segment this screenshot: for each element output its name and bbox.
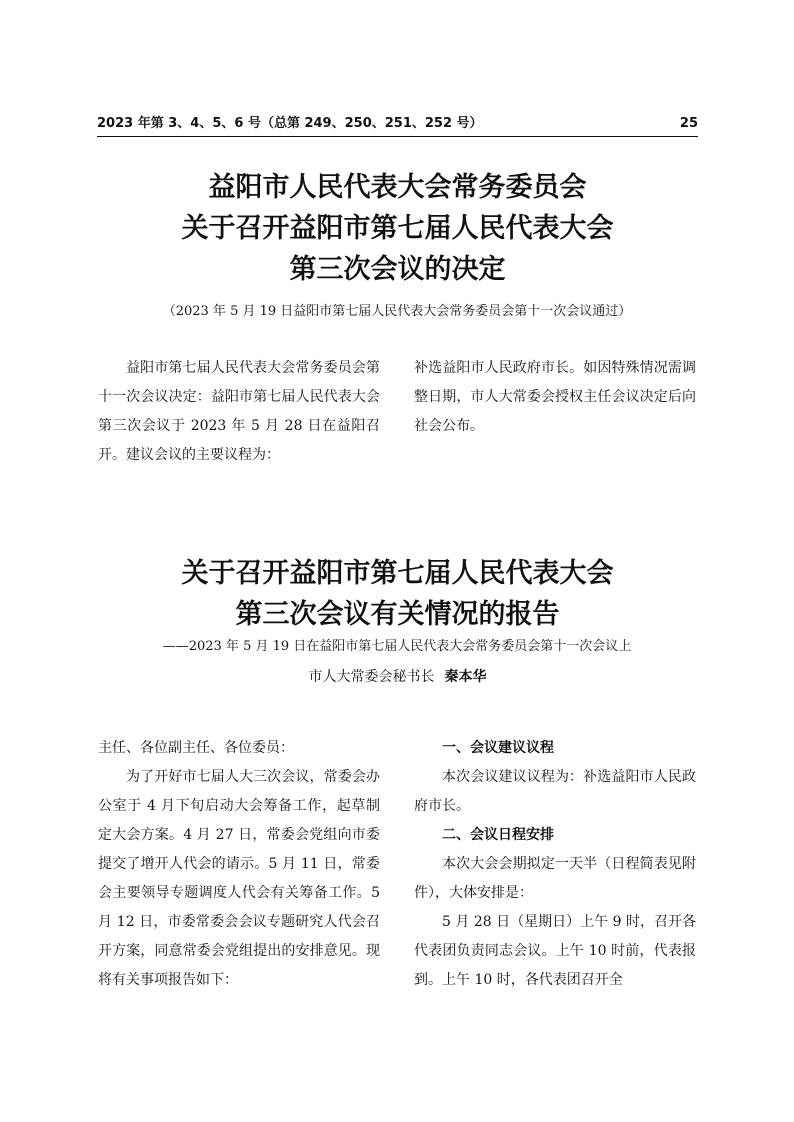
decision-body-left-column [98, 354, 380, 470]
section-2-heading: 二、会议日程安排 [442, 827, 554, 843]
decision-title-line-3: 第三次会议的决定 [289, 254, 506, 285]
report-title-line-2: 第三次会议有关情况的报告 [235, 599, 560, 630]
decision-body-left: 益阳市第七届人民代表大会常务委员会第十一次会议决定：益阳市第七届人民代表大会第三次会议于 2023 年 5 月 28 日在益阳召开。建议会议的主要议程为： [98, 360, 380, 463]
report-title-line-1: 关于召开益阳市第七届人民代表大会 [181, 558, 614, 589]
section-2-text-2: 5 月 28 日（星期日）上午 9 时，召开各代表团负责同志会议。上午 10 时前，代表报到。上午 10 时，各代表团召开全 [414, 914, 696, 988]
report-author [97, 667, 698, 687]
page-number: 25 [679, 116, 698, 131]
decision-body-right-column [414, 354, 696, 441]
report-paragraph-1: 为了开好市七届人大三次会议，常委会办公室于 4 月下旬启动大会筹备工作，起草制定大会方案。4 月 27 日，常委会党组向市委提交了增开人代会的请示。5 月 11 日，常委会主要领导专题调度人代会有关筹备工作。5 月 12 日，市委常委会会议专题研究人代会召开方案，同意常委会党组提出的安排意见。现将有关事项报告如下： [98, 769, 380, 988]
issue-info: 2023 年第 3、4、5、6 号（总第 249、250、251、252 号） [97, 116, 483, 131]
header-divider [97, 136, 698, 137]
running-header [97, 116, 698, 132]
report-salutation: 主任、各位副主任、各位委员： [98, 740, 294, 756]
report-occasion: ——2023 年 5 月 19 日在益阳市第七届人民代表大会常务委员会第十一次会议上 [162, 639, 632, 654]
decision-title-line-1: 益阳市人民代表大会常务委员会 [208, 172, 587, 203]
report-body-left-column [98, 734, 380, 995]
report-title [97, 553, 698, 635]
author-name: 秦本华 [444, 669, 487, 685]
author-role: 市人大常委会秘书长 [308, 669, 435, 685]
decision-body-right: 补选益阳市人民政府市长。如因特殊情况需调整日期，市人大常委会授权主任会议决定后向社会公布。 [414, 360, 696, 434]
section-2-text-1: 本次大会会期拟定一天半（日程简表见附件），大体安排是： [414, 856, 696, 901]
decision-title [97, 167, 698, 290]
decision-adoption-note: （2023 年 5 月 19 日益阳市第七届人民代表大会常务委员会第十一次会议通过） [162, 304, 632, 319]
report-body-right-column [414, 734, 696, 995]
section-1-heading: 一、会议建议议程 [442, 740, 554, 756]
section-1-text: 本次会议建议议程为：补选益阳市人民政府市长。 [414, 769, 696, 814]
decision-title-line-2: 关于召开益阳市第七届人民代表大会 [181, 213, 614, 244]
